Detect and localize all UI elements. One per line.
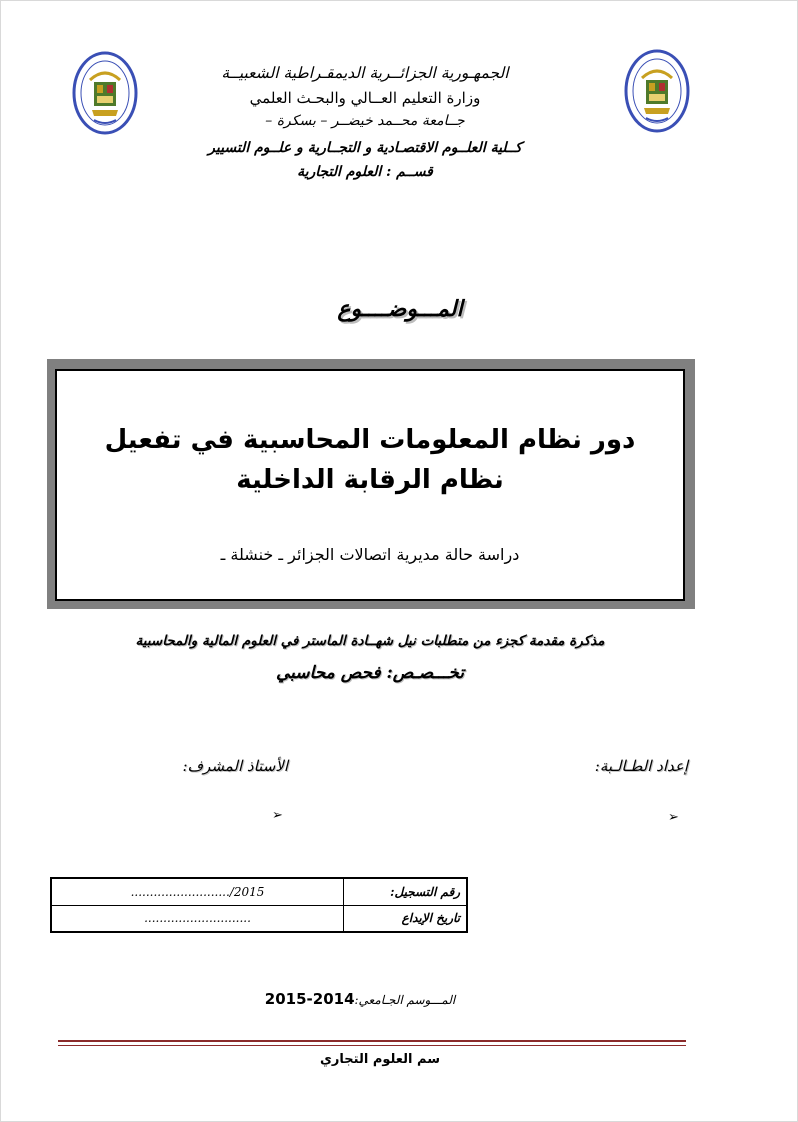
footer-rule	[58, 1040, 686, 1042]
academic-year-value: 2014-2015	[264, 990, 355, 1008]
deposit-date-label: تاريخ الإيداع	[344, 905, 468, 932]
academic-year-label: المـــوسم الجـامعي:	[354, 993, 456, 1007]
bullet-icon: ➢	[668, 810, 679, 825]
student-label: إعداد الطـالـبة:	[594, 757, 688, 775]
academic-year	[230, 990, 490, 1008]
republic-name: الجمهـورية الجزائــرية الديمقـراطية الشعبيــة	[221, 64, 509, 82]
table-row	[51, 878, 467, 905]
faculty-name: كــلية العلــوم الاقتصـادية و التجــارية و علــوم التسيير	[208, 140, 522, 156]
deposit-date-value: ............................	[51, 905, 344, 932]
table-row	[51, 905, 467, 932]
university-seal-icon	[624, 48, 690, 134]
specialization: تخـــصـص: فحص محاسبي	[275, 663, 465, 683]
memo-line: مذكرة مقدمة كجزء من متطلبات نيل شهــادة الماستر في العلوم المالية والمحاسبية	[135, 633, 605, 649]
case-study-line: دراسة حالة مديرية اتصالات الجزائر ـ خنشلة ـ	[220, 545, 520, 564]
registration-number-label: رقم التسجيل:	[344, 878, 468, 905]
ministry-name: وزارة التعليم العــالي والبحـث العلمي	[249, 89, 481, 107]
department-name: قســم : العلوم التجارية	[297, 164, 433, 180]
bullet-icon: ➢	[272, 808, 283, 823]
supervisor-label: الأستاذ المشرف:	[182, 757, 288, 775]
footer-rule	[58, 1045, 686, 1046]
subject-heading: المـــوضــــوع	[337, 296, 463, 322]
footer-text: سم العلوم التجاري	[320, 1052, 440, 1067]
registration-number-value: ........................../2015	[51, 878, 344, 905]
registration-table	[50, 877, 468, 933]
university-name: جــامعة محــمد خيضــر – بسكرة –	[265, 113, 465, 129]
thesis-title: دور نظام المعلومات المحاسبية في تفعيل نظام الرقابة الداخلية	[104, 425, 636, 495]
university-seal-icon	[72, 50, 138, 136]
